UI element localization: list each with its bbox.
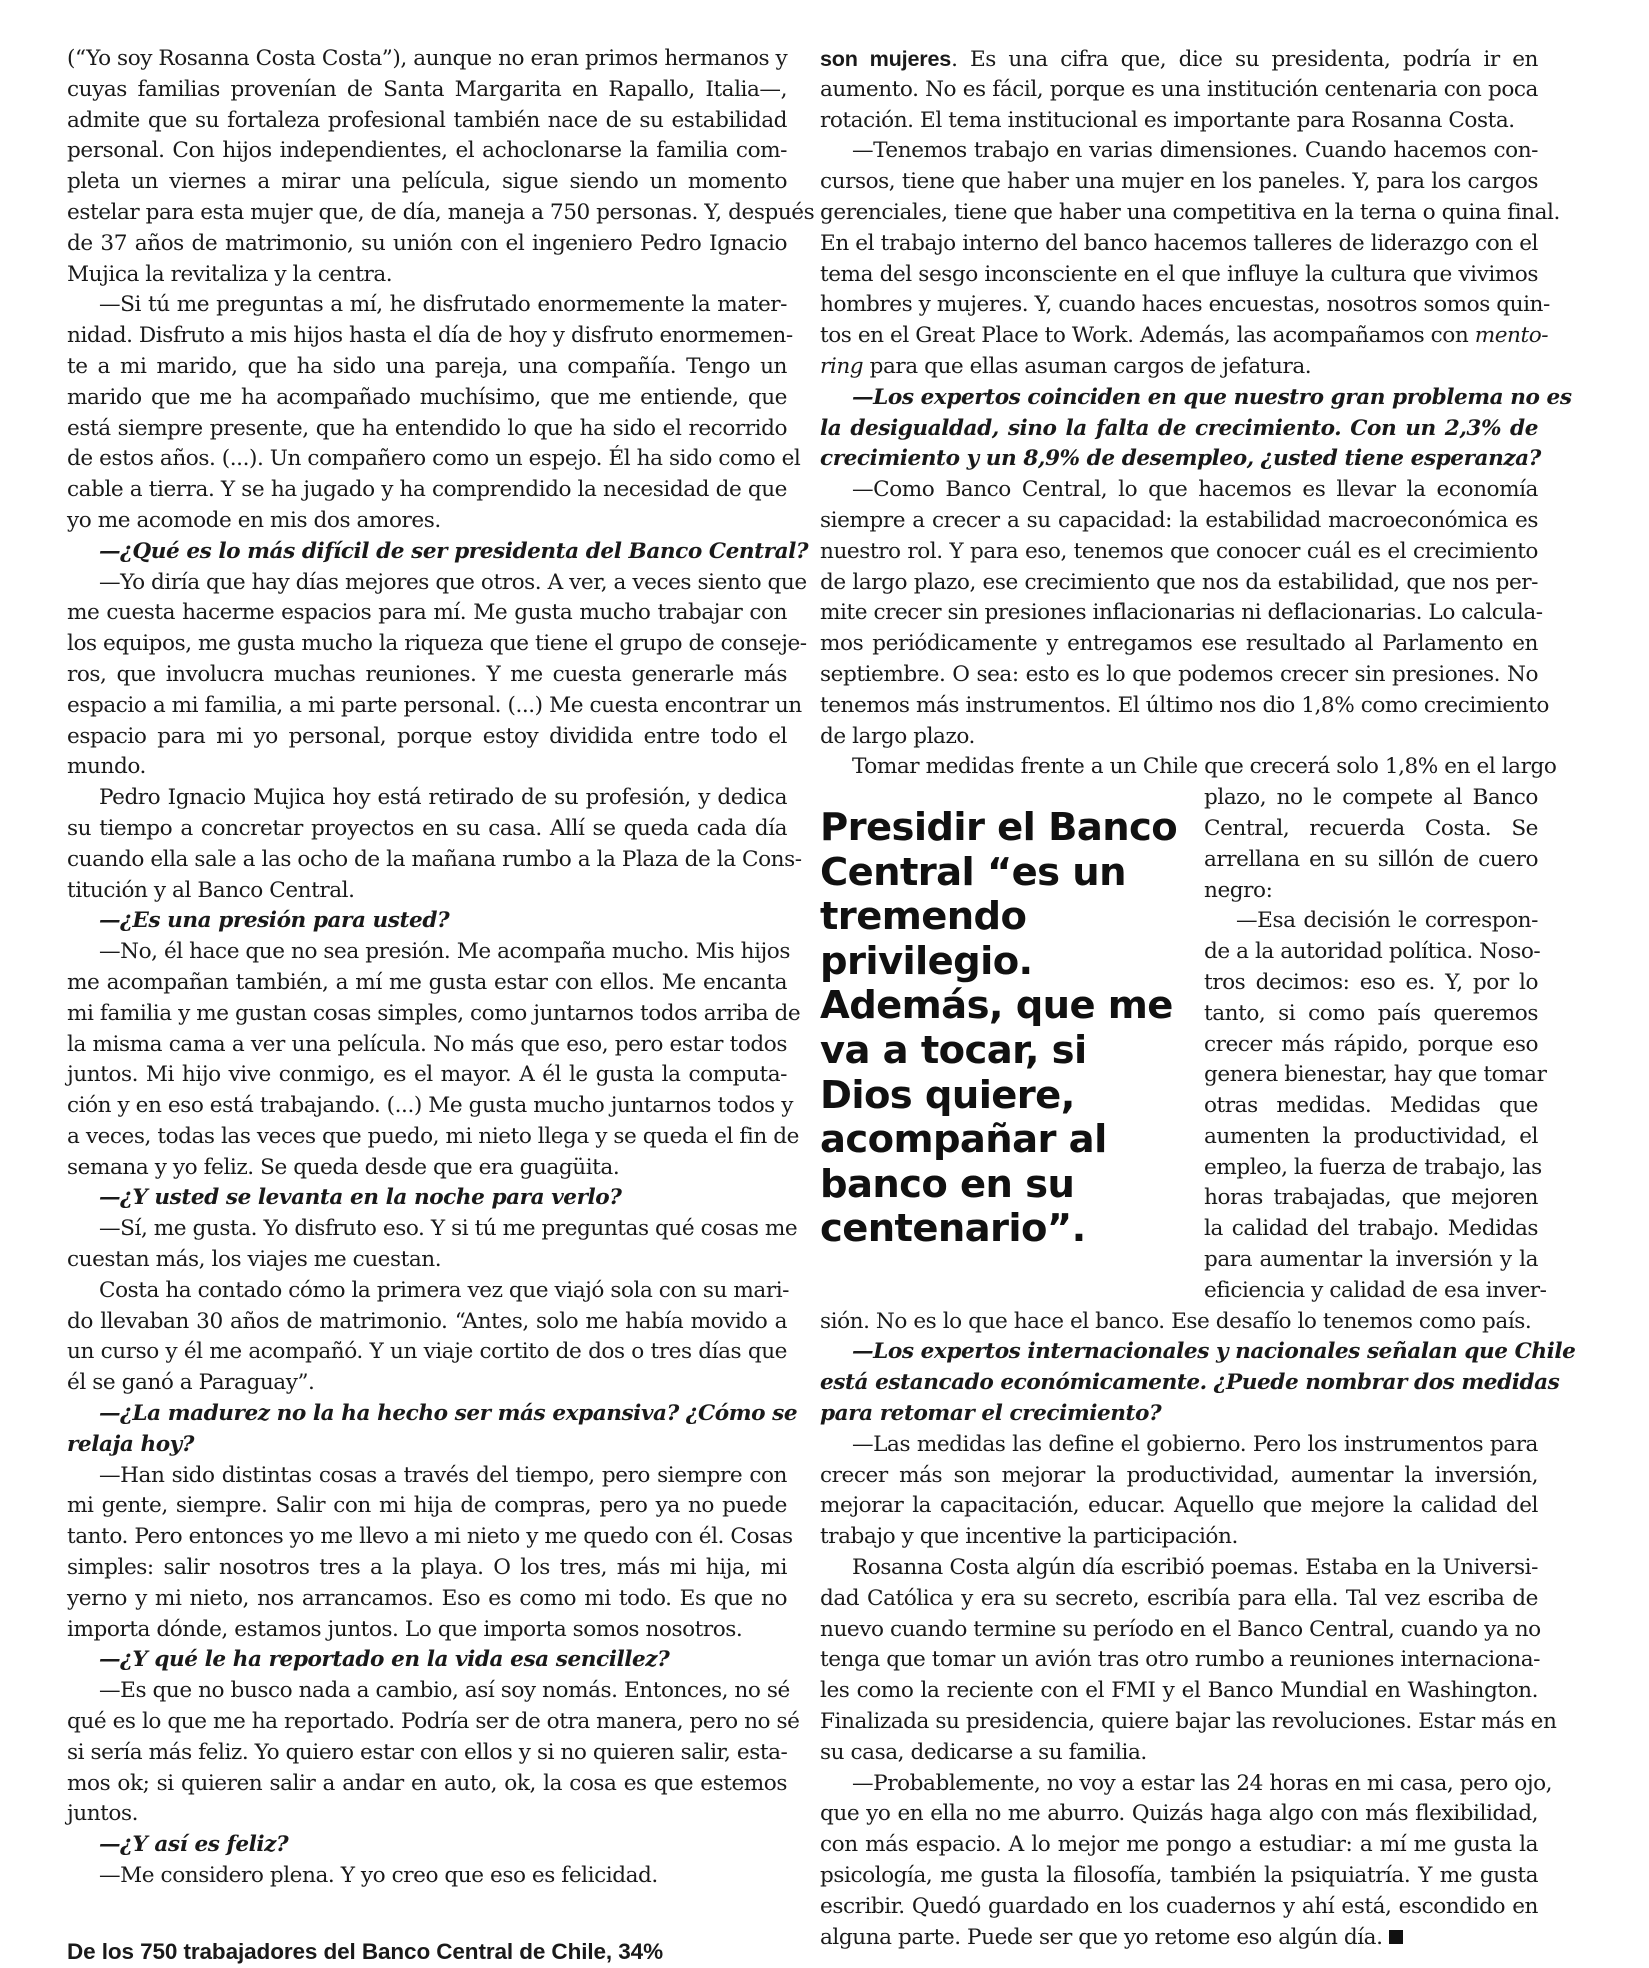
text-line: escribir. Quedó guardado en los cuadernos y ahí está, escondido en [820, 1893, 1538, 1919]
text-line: mejorar la capacitación, educar. Aquello que mejore la calidad del [820, 1493, 1538, 1519]
text-line: de largo plazo. [820, 723, 975, 749]
question-line: relaja hoy? [67, 1431, 194, 1457]
text-line: —Han sido distintas cosas a través del tiempo, pero siempre con [99, 1462, 787, 1488]
text-line: otras medidas. Medidas que [1204, 1093, 1538, 1119]
text-line: Pedro Ignacio Mujica hoy está retirado de su profesión, y dedica [99, 785, 787, 811]
text-line: —Probablemente, no voy a estar las 24 horas en mi casa, pero ojo, [852, 1770, 1553, 1796]
text-line: Tomar medidas frente a un Chile que crecerá solo 1,8% en el largo [852, 754, 1557, 780]
text-line: mi familia y me gustan cosas simples, como juntarnos todos arriba de [67, 1000, 801, 1026]
text-line: —Sí, me gusta. Yo disfruto eso. Y si tú me preguntas qué cosas me [99, 1216, 798, 1242]
question-2 [67, 906, 787, 937]
text-line: —Yo diría que hay días mejores que otros. A ver, a veces siento que [99, 569, 807, 595]
question-line: —¿Qué es lo más difícil de ser presidenta del Banco Central? [99, 538, 809, 564]
bold-lead-in: son mujeres [820, 46, 952, 71]
text-line: semana y yo feliz. Se queda desde que era guagüita. [67, 1154, 620, 1180]
text-line: hombres y mujeres. Y, cuando haces encuestas, nosotros somos quin- [820, 292, 1550, 318]
text-line [820, 44, 1538, 75]
italic-word: mento- [1474, 323, 1549, 349]
paragraph-2 [67, 290, 801, 536]
text-line: Finalizada su presidencia, quiere bajar las revoluciones. Estar más en [820, 1709, 1557, 1735]
text-line: yo me acomode en mis dos amores. [67, 507, 441, 533]
text-span: para que ellas asuman cargos de jefatura. [863, 353, 1312, 379]
text-line: admite que su fortaleza profesional también nace de su estabilidad [67, 107, 787, 133]
question-line: —¿Y así es feliz? [99, 1832, 289, 1858]
text-line: —Tenemos trabajo en varias dimensiones. Cuando hacemos con- [852, 138, 1538, 164]
text-line: —Me considero plena. Y yo creo que eso es felicidad. [99, 1863, 658, 1889]
text-line: nidad. Disfruto a mis hijos hasta el día de hoy y disfruto enormemen- [67, 323, 793, 349]
text-line: Rosanna Costa algún día escribió poemas. Estaba en la Universi- [852, 1555, 1538, 1581]
text-line: Costa ha contado cómo la primera vez que viajó sola con su mari- [99, 1277, 790, 1303]
text-line: cuando ella sale a las ocho de la mañana rumbo a la Plaza de la Cons- [67, 846, 802, 872]
paragraph-5 [67, 937, 801, 1183]
paragraph-6 [67, 1214, 798, 1276]
question-line: —¿Y qué le ha reportado en la vida esa sencillez? [99, 1647, 670, 1673]
question-line: —¿Y usted se levanta en la noche para verlo? [99, 1185, 622, 1211]
text-line: —Es que no busco nada a cambio, así soy nomás. Entonces, no sé [99, 1678, 790, 1704]
text-line: ros, que involucra muchas reuniones. Y me cuesta generarle más [67, 661, 787, 687]
text-line: tanto. Pero entonces yo me llevo a mi nieto y me quedo con él. Cosas [67, 1524, 793, 1550]
text-line: —Las medidas las define el gobierno. Pero los instrumentos para [852, 1431, 1538, 1457]
footer-line: De los 750 trabajadores del Banco Central de Chile, 34% [67, 1938, 663, 1964]
text-line: su tiempo a concretar proyectos en su casa. Allí se queda cada día [67, 815, 787, 841]
text-line: con más espacio. A lo mejor me pongo a estudiar: a mí me gusta la [820, 1832, 1538, 1858]
text-line: do llevaban 30 años de matrimonio. “Antes, solo me había movido a [67, 1308, 787, 1334]
paragraph-r2 [820, 136, 1560, 382]
pull-quote-line: tremendo [820, 894, 1027, 940]
text-line: —No, él hace que no sea presión. Me acompaña mucho. Mis hijos [99, 939, 790, 965]
text-line: (“Yo soy Rosanna Costa Costa”), aunque no eran primos hermanos y [67, 46, 788, 71]
paragraph-4 [67, 783, 802, 906]
text-line: juntos. Mi hijo vive conmigo, es el mayor. A él le gusta la computa- [67, 1062, 787, 1088]
pull-quote-line: Además, que me [820, 983, 1173, 1029]
text-line: crecer más son mejorar la productividad, aumentar la inversión, [820, 1462, 1538, 1488]
text-line: mos periódicamente y entregamos ese resultado al Parlamento en [820, 631, 1538, 657]
pull-quote-line: centenario”. [820, 1206, 1086, 1252]
text-line: —Esa decisión le correspon- [1236, 908, 1538, 934]
text-line: arrellana en su sillón de cuero [1204, 846, 1538, 872]
text-line: un curso y él me acompañó. Y un viaje cortito de dos o tres días que [67, 1339, 787, 1365]
text-line: mite crecer sin presiones inflacionarias ni deflacionarias. Lo calcula- [820, 600, 1543, 626]
pull-quote-line: banco en su [820, 1161, 1075, 1207]
text-line: Mujica la revitaliza y la centra. [67, 261, 393, 287]
text-line: aumenten la productividad, el [1204, 1123, 1538, 1149]
question-4 [67, 1399, 798, 1461]
pull-quote-line: acompañar al [820, 1117, 1107, 1163]
question-line: —¿Es una presión para usted? [99, 908, 450, 934]
text-line: eficiencia y calidad de esa inver- [1204, 1277, 1547, 1303]
pull-quote-line: Dios quiere, [820, 1072, 1075, 1118]
text-span: alguna parte. Puede ser que yo retome eso algún día. [820, 1924, 1383, 1950]
question-line: para retomar el crecimiento? [820, 1401, 1162, 1427]
text-line: tenga que tomar un avión tras otro rumbo a reuniones internaciona- [820, 1647, 1540, 1673]
text-line: pleta un viernes a mirar una película, sigue siendo un momento [67, 169, 787, 195]
paragraph-9 [67, 1676, 800, 1830]
text-line: de largo plazo, ese crecimiento que nos da estabilidad, que nos per- [820, 569, 1538, 595]
text-line: yerno y mi nieto, nos arrancamos. Eso es como mi todo. Es que no [67, 1585, 787, 1611]
text-line: genera bienestar, hay que tomar [1204, 1062, 1547, 1088]
text-line: estelar para esta mujer que, de día, maneja a 750 personas. Y, después [67, 199, 815, 225]
spacer [67, 1892, 787, 1937]
text-line: para aumentar la inversión y la [1204, 1247, 1538, 1273]
text-line: Central, recuerda Costa. Se [1204, 815, 1538, 841]
paragraph-r7 [820, 1553, 1557, 1769]
text-line [820, 321, 1549, 352]
pull-quote-line: va a tocar, si [820, 1027, 1087, 1073]
paragraph-r6 [820, 1430, 1538, 1553]
text-line: aumento. No es fácil, porque es una institución centenaria con poca [820, 76, 1538, 102]
question-3 [67, 1183, 787, 1214]
question-5 [67, 1645, 787, 1676]
text-line: cable a tierra. Y se ha jugado y ha comprendido la necesidad de que [67, 477, 787, 503]
question-line: —Los expertos coinciden en que nuestro gran problema no es [852, 384, 1572, 410]
text-line: tema del sesgo inconsciente en el que influye la cultura que vivimos [820, 261, 1538, 287]
text-line [820, 352, 1538, 383]
paragraph-r4 [820, 752, 1557, 906]
text-line: mi gente, siempre. Salir con mi hija de compras, pero ya no puede [67, 1493, 787, 1519]
text-line: psicología, me gusta la filosofía, también la psiquiatría. Y me gusta [820, 1863, 1538, 1889]
text-line: dad Católica y era su secreto, escribía para ella. Tal vez escriba de [820, 1585, 1538, 1611]
text-span: tos en el Great Place to Work. Además, las acompañamos con [820, 323, 1475, 349]
left-column [67, 44, 815, 1968]
question-r1 [820, 383, 1572, 475]
text-line: empleo, la fuerza de trabajo, las [1204, 1154, 1542, 1180]
text-line: rotación. El tema institucional es importante para Rosanna Costa. [820, 107, 1515, 133]
text-line: marido que me ha acompañado muchísimo, que me entiende, que [67, 384, 787, 410]
text-line: titución y al Banco Central. [67, 877, 355, 903]
paragraph-r5 [820, 906, 1547, 1306]
text-line: negro: [1204, 877, 1273, 903]
text-line: nuestro rol. Y para eso, tenemos que conocer cuál es el crecimiento [820, 538, 1538, 564]
right-column [820, 44, 1576, 1953]
text-line: tros decimos: eso es. Y, por lo [1204, 969, 1538, 995]
question-r2 [820, 1337, 1576, 1429]
text-line: —Si tú me preguntas a mí, he disfrutado enormemente la mater- [99, 292, 787, 318]
text-span: . Es una cifra que, dice su presidenta, podría ir en [951, 47, 1538, 72]
text-line: les como la reciente con el FMI y el Banco Mundial en Washington. [820, 1678, 1538, 1704]
question-line: —Los expertos internacionales y nacionales señalan que Chile [852, 1339, 1576, 1365]
paragraph-7 [67, 1276, 790, 1399]
text-line: mundo. [67, 754, 146, 780]
text-line: espacio para mi yo personal, porque estoy dividida entre todo el [67, 723, 787, 749]
question-line: —¿La madurez no la ha hecho ser más expansiva? ¿Cómo se [99, 1401, 798, 1427]
text-line: ción y en eso está trabajando. (...) Me gusta mucho juntarnos todos y [67, 1093, 793, 1119]
text-line: —Como Banco Central, lo que hacemos es llevar la economía [852, 477, 1538, 503]
text-line: su casa, dedicarse a su familia. [820, 1739, 1147, 1765]
paragraph-1 [67, 44, 815, 290]
text-line: los equipos, me gusta mucho la riqueza que tiene el grupo de conseje- [67, 631, 807, 657]
text-line: qué es lo que me ha reportado. Podría ser de otra manera, pero no sé [67, 1709, 800, 1735]
pull-quote-line: Central “es un [820, 849, 1126, 895]
pull-quote-line: privilegio. [820, 938, 1033, 984]
text-line: sión. No es lo que hace el banco. Ese desafío lo tenemos como país. [820, 1308, 1532, 1334]
text-line: la misma cama a ver una película. No más que eso, pero estar todos [67, 1031, 787, 1057]
text-line: cuyas familias provenían de Santa Margarita en Rapallo, Italia—, [67, 76, 787, 102]
text-line: gerenciales, tiene que haber una competitiva en la terna o quina final. [820, 199, 1560, 225]
question-1 [67, 537, 809, 568]
paragraph-r3 [820, 475, 1549, 752]
text-line: cuestan más, los viajes me cuestan. [67, 1247, 442, 1273]
text-line: septiembre. O sea: esto es lo que podemos crecer sin presiones. No [820, 661, 1538, 687]
wrapped-text [820, 783, 1538, 906]
text-line: siempre a crecer a su capacidad: la estabilidad macroeconómica es [820, 507, 1538, 533]
text-line: a veces, todas las veces que puedo, mi nieto llega y se queda el fin de [67, 1123, 799, 1149]
question-6 [67, 1830, 787, 1861]
text-line: de estos años. (...). Un compañero como un espejo. Él ha sido como el [67, 446, 801, 472]
end-mark-icon [1389, 1930, 1403, 1944]
paragraph-3 [67, 568, 807, 784]
question-line: la desigualdad, sino la falta de crecimiento. Con un 2,3% de [820, 415, 1538, 441]
paragraph-r8 [820, 1769, 1553, 1954]
paragraph-10 [67, 1861, 787, 1892]
text-line: simples: salir nosotros tres a la playa. O los tres, más mi hija, mi [67, 1555, 787, 1581]
text-line: de a la autoridad política. Noso- [1204, 939, 1541, 965]
text-line: horas trabajadas, que mejoren [1204, 1185, 1538, 1211]
paragraph-8 [67, 1461, 793, 1646]
text-line: te a mi marido, que ha sido una pareja, una compañía. Tengo un [67, 353, 787, 379]
text-line: importa dónde, estamos juntos. Lo que importa somos nosotros. [67, 1616, 743, 1642]
paragraph-r1 [820, 44, 1538, 136]
italic-word: ring [820, 353, 864, 379]
text-line: espacio a mi familia, a mi parte personal. (...) Me cuesta encontrar un [67, 692, 802, 718]
text-line: tenemos más instrumentos. El último nos dio 1,8% como crecimiento [820, 692, 1549, 718]
text-line: si sería más feliz. Yo quiero estar con ellos y si no quieren salir, esta- [67, 1739, 788, 1765]
text-line: personal. Con hijos independientes, el achoclonarse la familia com- [67, 138, 787, 164]
text-line: me acompañan también, a mí me gusta estar con ellos. Me encanta [67, 969, 787, 995]
text-line: crecer más rápido, porque eso [1204, 1031, 1538, 1057]
text-line: cursos, tiene que haber una mujer en los paneles. Y, para los cargos [820, 169, 1538, 195]
text-line [820, 1923, 1538, 1954]
text-line: plazo, no le compete al Banco [1204, 785, 1538, 811]
text-line: de 37 años de matrimonio, su unión con el ingeniero Pedro Ignacio [67, 230, 787, 256]
pull-quote-line: Presidir el Banco [820, 805, 1178, 850]
text-line: juntos. [67, 1801, 138, 1827]
text-line: mos ok; si quieren salir a andar en auto, ok, la cosa es que estemos [67, 1770, 787, 1796]
question-line: crecimiento y un 8,9% de desempleo, ¿usted tiene esperanza? [820, 446, 1541, 472]
text-line: él se ganó a Paraguay”. [67, 1370, 315, 1396]
text-line: que yo en ella no me aburro. Quizás haga algo con más flexibilidad, [820, 1801, 1538, 1827]
text-line: me cuesta hacerme espacios para mí. Me gusta mucho trabajar con [67, 600, 787, 626]
question-line: está estancado económicamente. ¿Puede nombrar dos medidas [820, 1370, 1560, 1396]
text-line: trabajo y que incentive la participación. [820, 1524, 1238, 1550]
text-line: tanto, si como país queremos [1204, 1000, 1538, 1026]
text-line: está siempre presente, que ha entendido lo que ha sido el recorrido [67, 415, 787, 441]
text-line: la calidad del trabajo. Medidas [1204, 1216, 1538, 1242]
text-line: nuevo cuando termine su período en el Banco Central, cuando ya no [820, 1616, 1541, 1642]
text-line: En el trabajo interno del banco hacemos talleres de liderazgo con el [820, 230, 1538, 256]
